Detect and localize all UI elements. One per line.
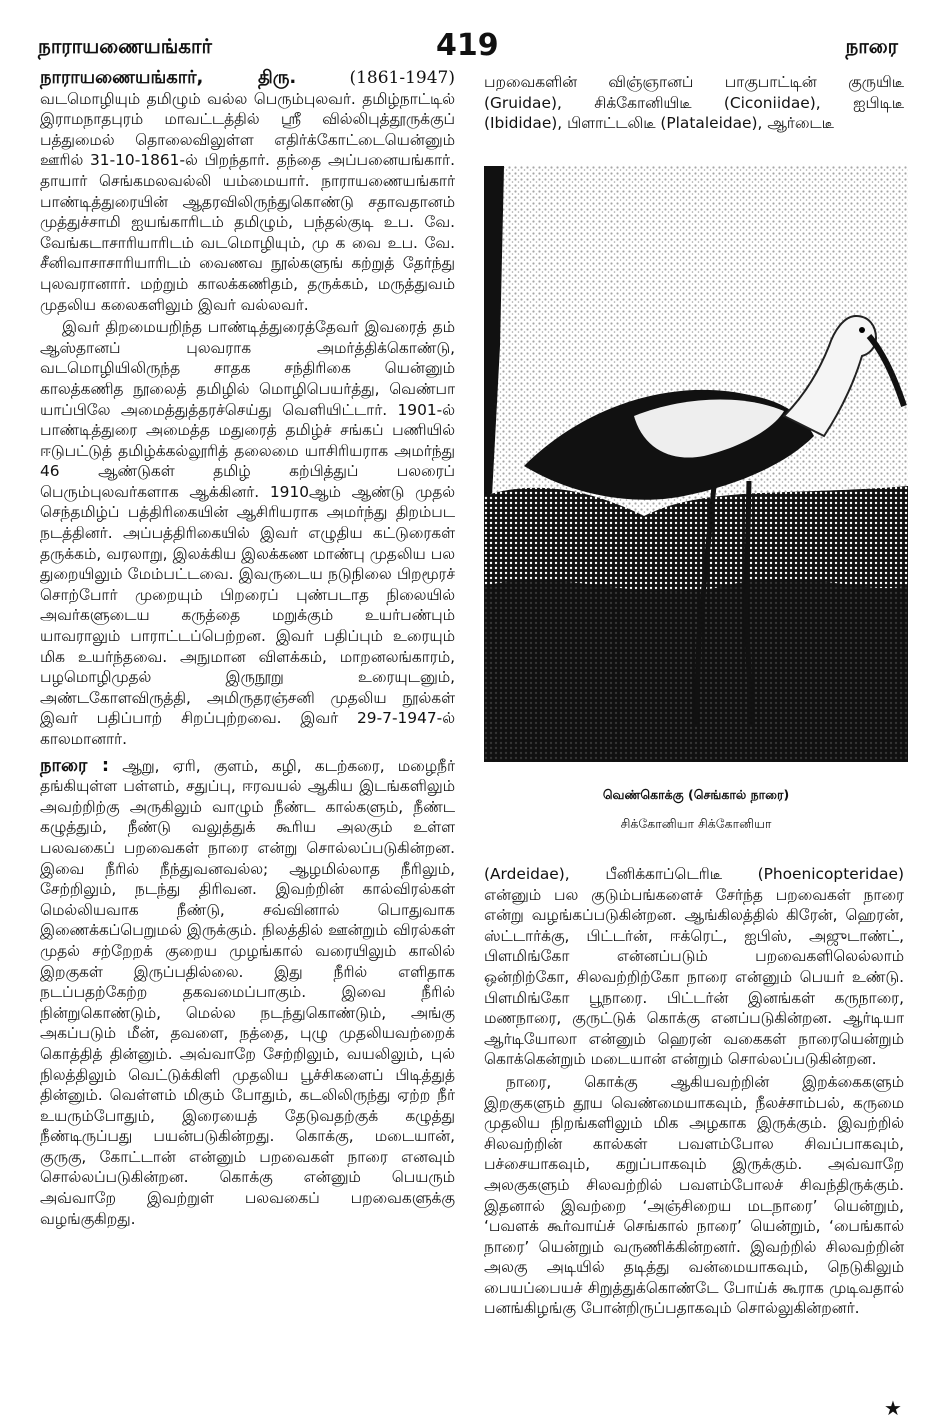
page-number: 419: [436, 28, 499, 63]
entry-paragraph: வடமொழியும் தமிழும் வல்ல பெரும்புலவர். தமிழ்நாட்டில் இராமநாதபுரம் மாவட்டத்தில் ஸ்ரீ வில்லிபுத்தூருக்குப் பத்துமைல் தொலைவிலுள்ள எதிர்க்கோட்டையென்னும் ஊரில் 31-10-1861-ல் பிறந்தார். தந்தை அப்பனையங்கார். தாயார் செங்கமலவல்லி யம்மையார். நாராயணையங்கார் பாண்டித்துரையின் ஆதரவிலிருந்துகொண்டு சதாவதானம் முத்துச்சாமி ஐயங்காரிடம் தமிழும், பந்தல்குடி உப. வே. வேங்கடாசாரியாரிடம் வடமொழியும், மு க வை உப. வே. சீனிவாசாசாரியாரிடம் வைணவ நூல்களுங் கற்றுத் தேர்ந்து புலவரானார். மற்றும் காலக்கணிதம், தருக்கம், மருத்துவம் முதலிய கலைகளிலும் இவர் வல்லவர்.: [40, 89, 455, 314]
stork-illustration: [484, 166, 908, 762]
right-column-bottom: [484, 864, 904, 1321]
entry-title: நாராயணையங்கார், திரு.: [40, 67, 297, 88]
entry-narayanaiyangar: [40, 68, 455, 315]
stork-photograph: [484, 166, 908, 762]
figure-caption: வெண்கொக்கு (செங்கால் நாரை): [602, 787, 790, 802]
entry-title: நாரை :: [40, 754, 110, 776]
end-of-entry-star-icon: ★: [884, 1396, 902, 1420]
entry-paragraph: ஆறு, ஏரி, குளம், கழி, கடற்கரை, மழைநீர் தங்கியுள்ள பள்ளம், சதுப்பு, ஈரவயல் ஆகிய இடங்களிலும் அவற்றிற்கு அருகிலும் வாழும் நீண்ட கால்களும், நீண்ட கழுத்தும், நீண்டு வலுத்துக் கூரிய அலகும் உள்ள பலவகைப் பறவைகள் நாரை என்று சொல்லப்படுகின்றன. இவை நீரில் நீந்துவனவல்ல; ஆழமில்லாத நீரிலும், சேற்றிலும், நடந்து திரிவன. இவற்றின் கால்விரல்கள் மெல்லியவாக நீண்டு, சவ்வினால் பொதுவாக இணைக்கப்பெறுமல் இருக்கும். நிலத்தில் ஊன்றும் விரல்கள் முதல் சற்றேறக் குறைய முழங்கால் வரையிலும் காலில் இறகுகள் இருப்பதில்லை. இது நீரில் எளிதாக நடப்பதற்கேற்ற தகவமைப்பாகும். இவை நீரில் நின்றுகொண்டும், மெல்ல நடந்துகொண்டும், அங்கு அகப்படும் மீன், தவளை, நத்தை, புழு முதலியவற்றைக் கொத்தித் தின்னும். அவ்வாறே சேற்றிலும், வயலிலும், புல் நிலத்திலும் வெட்டுக்கிளி முதலிய பூச்சிகளைப் பிடித்துத் தின்னும். வெள்ளம் மிகும் போதும், கடலிலிருந்து ஏற்ற நீர் உயரும்போதும், இரையைத் தேடுவதற்குக் கழுத்து நீண்டிருப்பது பயன்படுகின்றது. கொக்கு, மடையான், குருகு, கோட்டான் என்னும் பறவைகள் நாரை எனவும் சொல்லப்படுகின்றன. கொக்கு என்னும் பெயரும் அவ்வாறே இவற்றுள் பலவகைப் பறவைகளுக்கு வழங்குகிறது.: [40, 756, 455, 1228]
entry-narai: [40, 756, 455, 1230]
left-column: [40, 68, 455, 1231]
running-head-right: நாரை: [845, 34, 898, 58]
entry-paragraph: நாரை, கொக்கு ஆகியவற்றின் இறக்கைகளும் இறகுகளும் தூய வெண்மையாகவும், நீலச்சாம்பல், கருமை முதலிய நிறங்களிலும் மிக அழகாக இருக்கும். இவற்றில் சிலவற்றின் கால்கள் பவளம்போல சிவப்பாகவும், பச்சையாகவும், கறுப்பாகவும் இருக்கும். அவ்வாறே அலகுகளும் சிலவற்றில் பவளம்போலச் சிவந்திருக்கும். இதனால் இவற்றை ‘அஞ்சிறைய மடநாரை’ யென்றும், ‘பவளக் கூர்வாய்ச் செங்கால் நாரை’ யென்றும், ‘பைங்கால் நாரை’ யென்றும் வருணிக்கின்றனர். இவற்றில் சிலவற்றின் அலகு அடியில் தடித்து வன்மையாகவும், நெடுகிலும் பையப்பையச் சிறுத்துக்கொண்டே போய்க் கூராக முடிவதால் பனங்கிழங்கு போன்றிருப்பதாகவும் சொல்லுகின்றனர்.: [484, 1072, 904, 1318]
figure-caption-scientific: சிக்கோனியா சிக்கோனியா: [620, 816, 772, 831]
right-column-top: [484, 72, 904, 136]
entry-paragraph: (Ardeidae), பீனிக்காப்டெரிடீ (Phoenicopteridae) என்னும் பல குடும்பங்களைச் சேர்ந்த பறவைகள் நாரை என்று வழங்கப்படுகின்றன. ஆங்கிலத்தில் கிரேன், ஹெரன், ஸ்ட்டார்க்கு, பிட்டர்ன், ஈக்ரெட், ஐபிஸ், அஜுடாண்ட், பிளமிங்கோ என்னப்படும் பறவைகளிலெல்லாம் ஒன்றிற்கோ, சிலவற்றிற்கோ நாரை என்னும் பெயர் உண்டு. பிளமிங்கோ பூநாரை. பிட்டர்ன் இனங்கள் கருநாரை, மணநாரை, குருட்டுக் கொக்கு எனப்படுகின்றன. ஆர்டியா ஆர்டியோலா என்னும் ஹெரன் வகைகள் நாரையென்றும் கொக்கென்றும் மடையான் என்றும் சொல்லப்படுகின்றன.: [484, 865, 904, 1069]
running-head-left: நாராயணையங்கார்: [38, 34, 212, 58]
entry-paragraph: பறவைகளின் விஞ்ஞானப் பாகுபாட்டின் குருயிடீ (Gruidae), சிக்கோனியிடீ (Ciconiidae), ஐபிடிடீ (Ibididae), பிளாட்டலிடீ (Plataleidae), ஆர்டைடீ: [484, 73, 904, 133]
entry-paragraph: இவர் திறமையறிந்த பாண்டித்துரைத்தேவர் இவரைத் தம் ஆஸ்தானப் புலவராக அமர்த்திக்கொண்டு, வடமொழியிலிருந்த சாதக சந்திரிகை யென்னும் காலத்கணித நூலைத் தமிழில் மொழிபெயர்த்து, வெண்பா யாப்பிலே அமைத்துத்தரச்செய்து வெளியிட்டார். 1901-ல் பாண்டித்துரை அமைத்த மதுரைத் தமிழ்ச் சங்கப் பணியில் ஈடுபட்டுத் தமிழ்க்கல்லூரித் தலைமை யாசிரியராக அமர்ந்து 46 ஆண்டுகள் தமிழ் கற்பித்துப் பலரைப் பெரும்புலவர்களாக ஆக்கினர். 1910ஆம் ஆண்டு முதல் செந்தமிழ்ப் பத்திரிகையின் ஆசிரியராக அமர்ந்து திறம்பட நடத்தினர். அப்பத்திரிகையில் இவர் எழுதிய கட்டுரைகள் தருக்கம், வரலாறு, இலக்கிய இலக்கண மாண்பு முதலிய பல துறையிலும் மேம்பட்டவை. இவருடைய நடுநிலை பிறமூரச் சொற்போர் முறையும் பிறரைப் புண்படாத நிலையில் அவர்களுடைய கருத்தை மறுக்கும் உயர்பண்பும் யாவராலும் பாராட்டப்பெற்றன. இவர் பதிப்பும் உரையும் மிக உயர்ந்தவை. அநுமான விளக்கம், மாறனலங்காரம், பழமொழிமுதல் இருநூறு உரையுடனும், அண்டகோளவிருத்தி, அமிருதரஞ்சனி முதலிய நூல்கள் இவர் பதிப்பாற் சிறப்புற்றவை. இவர் 29-7-1947-ல் காலமானார்.: [40, 318, 455, 748]
entry-years: (1861-1947): [349, 68, 455, 88]
